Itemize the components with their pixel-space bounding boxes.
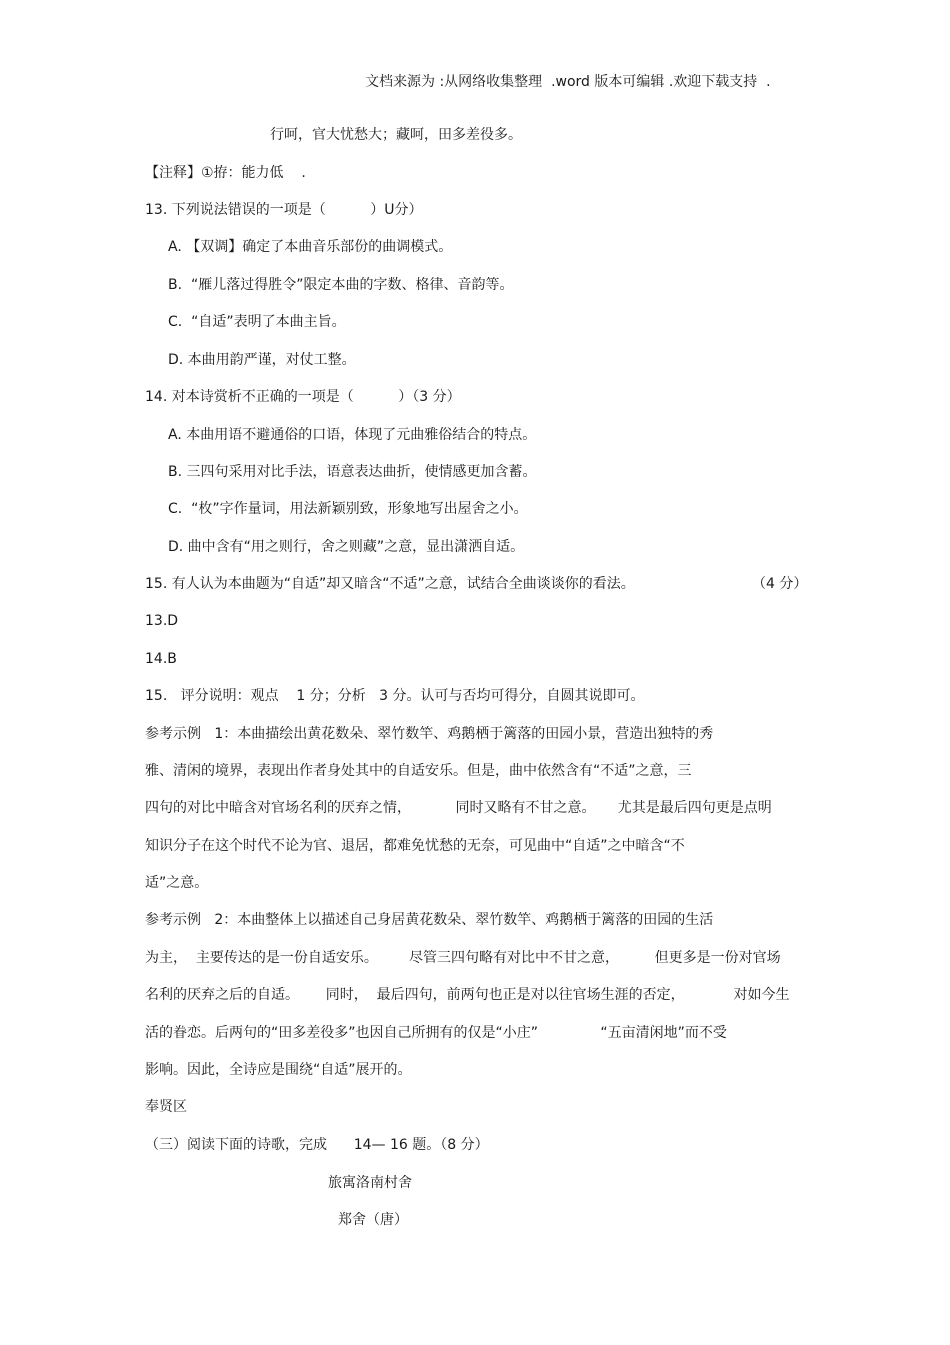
example-1-line: 四句的对比中暗含对官场名利的厌弃之情， 同时又略有不甘之意。 尤其是最后四句更是点明 bbox=[145, 800, 772, 816]
question-13-option-a: A. 【双调】确定了本曲音乐部份的曲调模式。 bbox=[168, 239, 453, 255]
question-14-stem: 14. 对本诗赏析不正确的一项是（ ）（3 分） bbox=[145, 389, 461, 405]
poem-author: 郑舍（唐） bbox=[338, 1212, 408, 1228]
answer-14: 14.B bbox=[145, 651, 177, 667]
question-15-points: （4 分） bbox=[752, 576, 808, 592]
example-1-line: 雅、清闲的境界，表现出作者身处其中的自适安乐。但是，曲中依然含有“不适”之意，三 bbox=[145, 763, 692, 779]
example-1-line: 参考示例 1：本曲描绘出黄花数朵、翠竹数竿、鸡鹅栖于篱落的田园小景，营造出独特的秀 bbox=[145, 726, 714, 742]
answer-13: 13.D bbox=[145, 613, 179, 629]
question-13-option-d: D. 本曲用韵严谨，对仗工整。 bbox=[168, 352, 356, 368]
question-15-stem: 15. 有人认为本曲题为“自适”却又暗含“不适”之意，试结合全曲谈谈你的看法。 bbox=[145, 576, 635, 592]
example-2-line: 名利的厌弃之后的自适。 同时， 最后四句，前两句也正是对以往官场生涯的否定， 对如今生 bbox=[145, 987, 790, 1003]
section-instruction: （三）阅读下面的诗歌，完成 14— 16 题。（8 分） bbox=[145, 1137, 489, 1153]
question-13-option-c: C. “自适”表明了本曲主旨。 bbox=[168, 314, 346, 330]
question-14-option-c: C. “枚”字作量词，用法新颖别致，形象地写出屋舍之小。 bbox=[168, 501, 528, 517]
example-2-line: 活的眷恋。后两句的“田多差役多”也因自己所拥有的仅是“小庄” “五亩清闲地”而不受 bbox=[145, 1025, 727, 1041]
question-13-stem: 13. 下列说法错误的一项是（ ）U分） bbox=[145, 202, 423, 218]
answer-15-scoring: 15. 评分说明：观点 1 分；分析 3 分。认可与否均可得分，自圆其说即可。 bbox=[145, 688, 645, 704]
annotation-note: 【注释】①拵：能力低 . bbox=[145, 165, 306, 181]
header-source-note: 文档来源为 :从网络收集整理 .word 版本可编辑 .欢迎下载支持 . bbox=[365, 74, 771, 90]
poem-tail-line: 行呵，官大忧愁大；藏呵，田多差役多。 bbox=[270, 127, 522, 143]
question-14-option-a: A. 本曲用语不避通俗的口语，体现了元曲雅俗结合的特点。 bbox=[168, 427, 537, 443]
example-2-line: 为主， 主要传达的是一份自适安乐。 尽管三四句略有对比中不甘之意， 但更多是一份对官场 bbox=[145, 950, 781, 966]
question-14-option-b: B. 三四句采用对比手法，语意表达曲折，使情感更加含蓄。 bbox=[168, 464, 537, 480]
question-14-option-d: D. 曲中含有“用之则行，舍之则藏”之意，显出潇洒自适。 bbox=[168, 539, 525, 555]
question-13-option-b: B. “雁儿落过得胜令”限定本曲的字数、格律、音韵等。 bbox=[168, 277, 514, 293]
example-2-line: 参考示例 2：本曲整体上以描述自己身居黄花数朵、翠竹数竿、鸡鹅栖于篱落的田园的生活 bbox=[145, 912, 714, 928]
example-1-line: 知识分子在这个时代不论为官、退居，都难免忧愁的无奈，可见曲中“自适”之中暗含“不 bbox=[145, 838, 685, 854]
poem-title: 旅寓洛南村舍 bbox=[328, 1175, 412, 1191]
example-2-line: 影响。因此，全诗应是围绕“自适”展开的。 bbox=[145, 1062, 412, 1078]
example-1-line: 适”之意。 bbox=[145, 875, 209, 891]
district-label: 奉贤区 bbox=[145, 1099, 187, 1115]
